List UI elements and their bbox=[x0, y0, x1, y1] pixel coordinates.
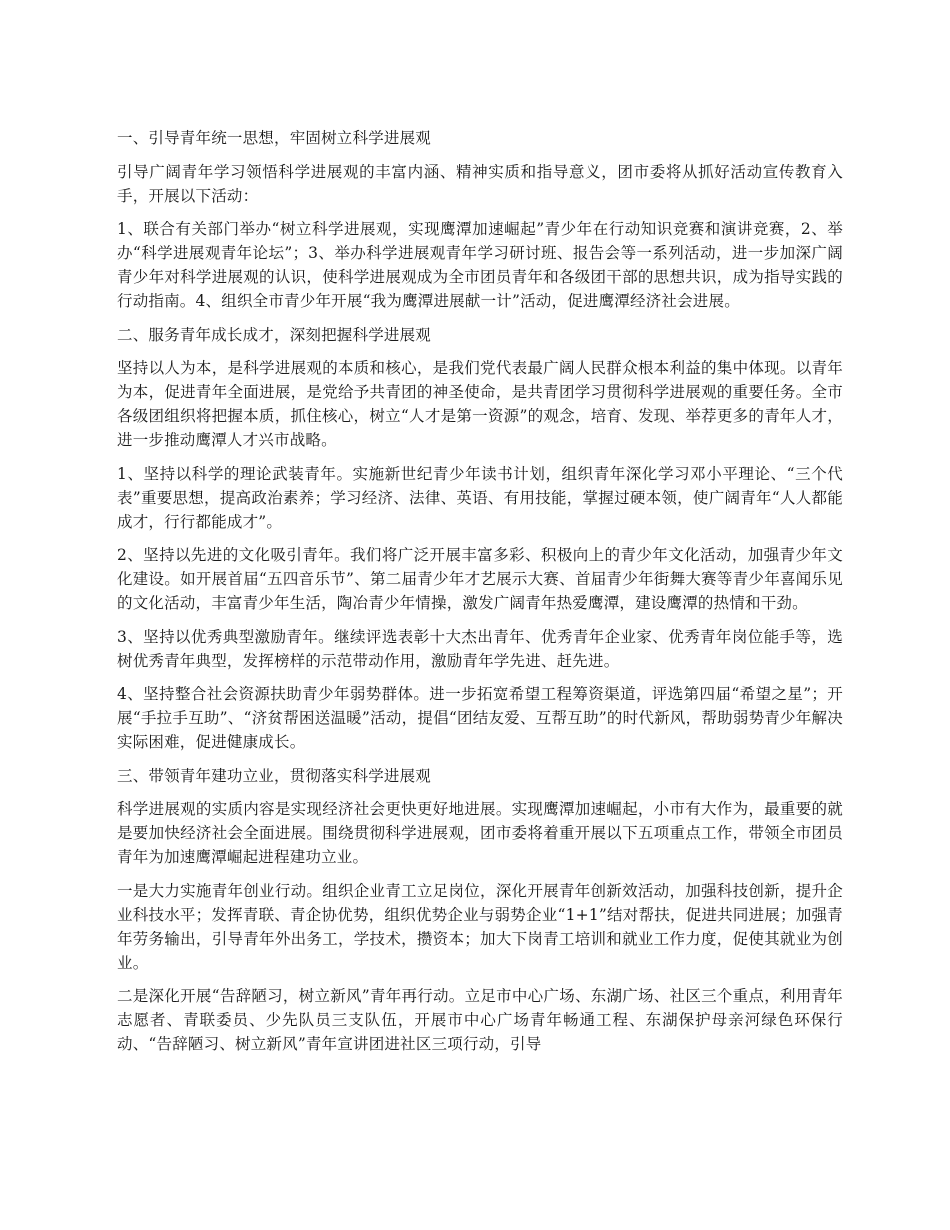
section-heading-3: 三、带领青年建功立业，贯彻落实科学进展观 bbox=[117, 766, 432, 785]
paragraph: 引导广阔青年学习领悟科学进展观的丰富内涵、精神实质和指导意义，团市委将从抓好活动宣传教育入手，开展以下活动： bbox=[117, 162, 843, 205]
paragraph: 2、坚持以先进的文化吸引青年。我们将广泛开展丰富多彩、积极向上的青少年文化活动，加强青少年文化建设。如开展首届“五四音乐节”、第二届青少年才艺展示大赛、首届青少年街舞大赛等青少年喜闻乐见的文化活动，丰富青少年生活，陶冶青少年情操，激发广阔青年热爱鹰潭，建设鹰潭的热情和干劲。 bbox=[117, 546, 843, 612]
paragraph: 1、联合有关部门举办“树立科学进展观，实现鹰潭加速崛起”青少年在行动知识竞赛和演讲竞赛，2、举办“科学进展观青年论坛”；3、举办科学进展观青年学习研讨班、报告会等一系列活动，进一步加深广阔青少年对科学进展观的认识，使科学进展观成为全市团员青年和各级团干部的思想共识，成为指导实践的行动指南。4、组织全市青少年开展“我为鹰潭进展献一计”活动，促进鹰潭经济社会进展。 bbox=[117, 220, 843, 310]
paragraph: 一是大力实施青年创业行动。组织企业青工立足岗位，深化开展青年创新效活动，加强科技创新，提升企业科技水平；发挥青联、青企协优势，组织优势企业与弱势企业“1+1”结对帮扶，促进共同进展；加强青年劳务输出，引导青年外出务工，学技术，攒资本；加大下岗青工培训和就业工作力度，促使其就业为创业。 bbox=[117, 881, 843, 972]
section-heading-2: 二、服务青年成长成才，深刻把握科学进展观 bbox=[117, 325, 432, 344]
paragraph: 4、坚持整合社会资源扶助青少年弱势群体。进一步拓宽希望工程筹资渠道，评选第四届“希望之星”；开展“手拉手互助”、“济贫帮困送温暖”活动，提倡“团结友爱、互帮互助”的时代新风，帮助弱势青少年解决实际困难，促进健康成长。 bbox=[117, 685, 843, 751]
paragraph: 科学进展观的实质内容是实现经济社会更快更好地进展。实现鹰潭加速崛起，小市有大作为，最重要的就是要加快经济社会全面进展。围绕贯彻科学进展观，团市委将着重开展以下五项重点工作，带领全市团员青年为加速鹰潭崛起进程建功立业。 bbox=[117, 800, 843, 866]
paragraph: 3、坚持以优秀典型激励青年。继续评选表彰十大杰出青年、优秀青年企业家、优秀青年岗位能手等，选树优秀青年典型，发挥榜样的示范带动作用，激励青年学先进、赶先进。 bbox=[117, 627, 843, 670]
paragraph: 二是深化开展“告辞陋习，树立新风”青年再行动。立足市中心广场、东湖广场、社区三个重点，利用青年志愿者、青联委员、少先队员三支队伍，开展市中心广场青年畅通工程、东湖保护母亲河绿色环保行动、“告辞陋习、树立新风”青年宣讲团进社区三项行动，引导 bbox=[117, 987, 843, 1053]
paragraph: 坚持以人为本，是科学进展观的本质和核心，是我们党代表最广阔人民群众根本利益的集中体现。以青年为本，促进青年全面进展，是党给予共青团的神圣使命，是共青团学习贯彻科学进展观的重要任务。全市各级团组织将把握本质，抓住核心，树立“人才是第一资源”的观念，培育、发现、举荐更多的青年人才，进一步推动鹰潭人才兴市战略。 bbox=[117, 359, 843, 449]
section-heading-1: 一、引导青年统一思想，牢固树立科学进展观 bbox=[117, 129, 432, 147]
document-page bbox=[117, 126, 843, 1066]
paragraph: 1、坚持以科学的理论武装青年。实施新世纪青少年读书计划，组织青年深化学习邓小平理论、“三个代表”重要思想，提高政治素养；学习经济、法律、英语、有用技能，掌握过硬本领，使广阔青年“人人都能成才，行行都能成才”。 bbox=[117, 464, 843, 531]
